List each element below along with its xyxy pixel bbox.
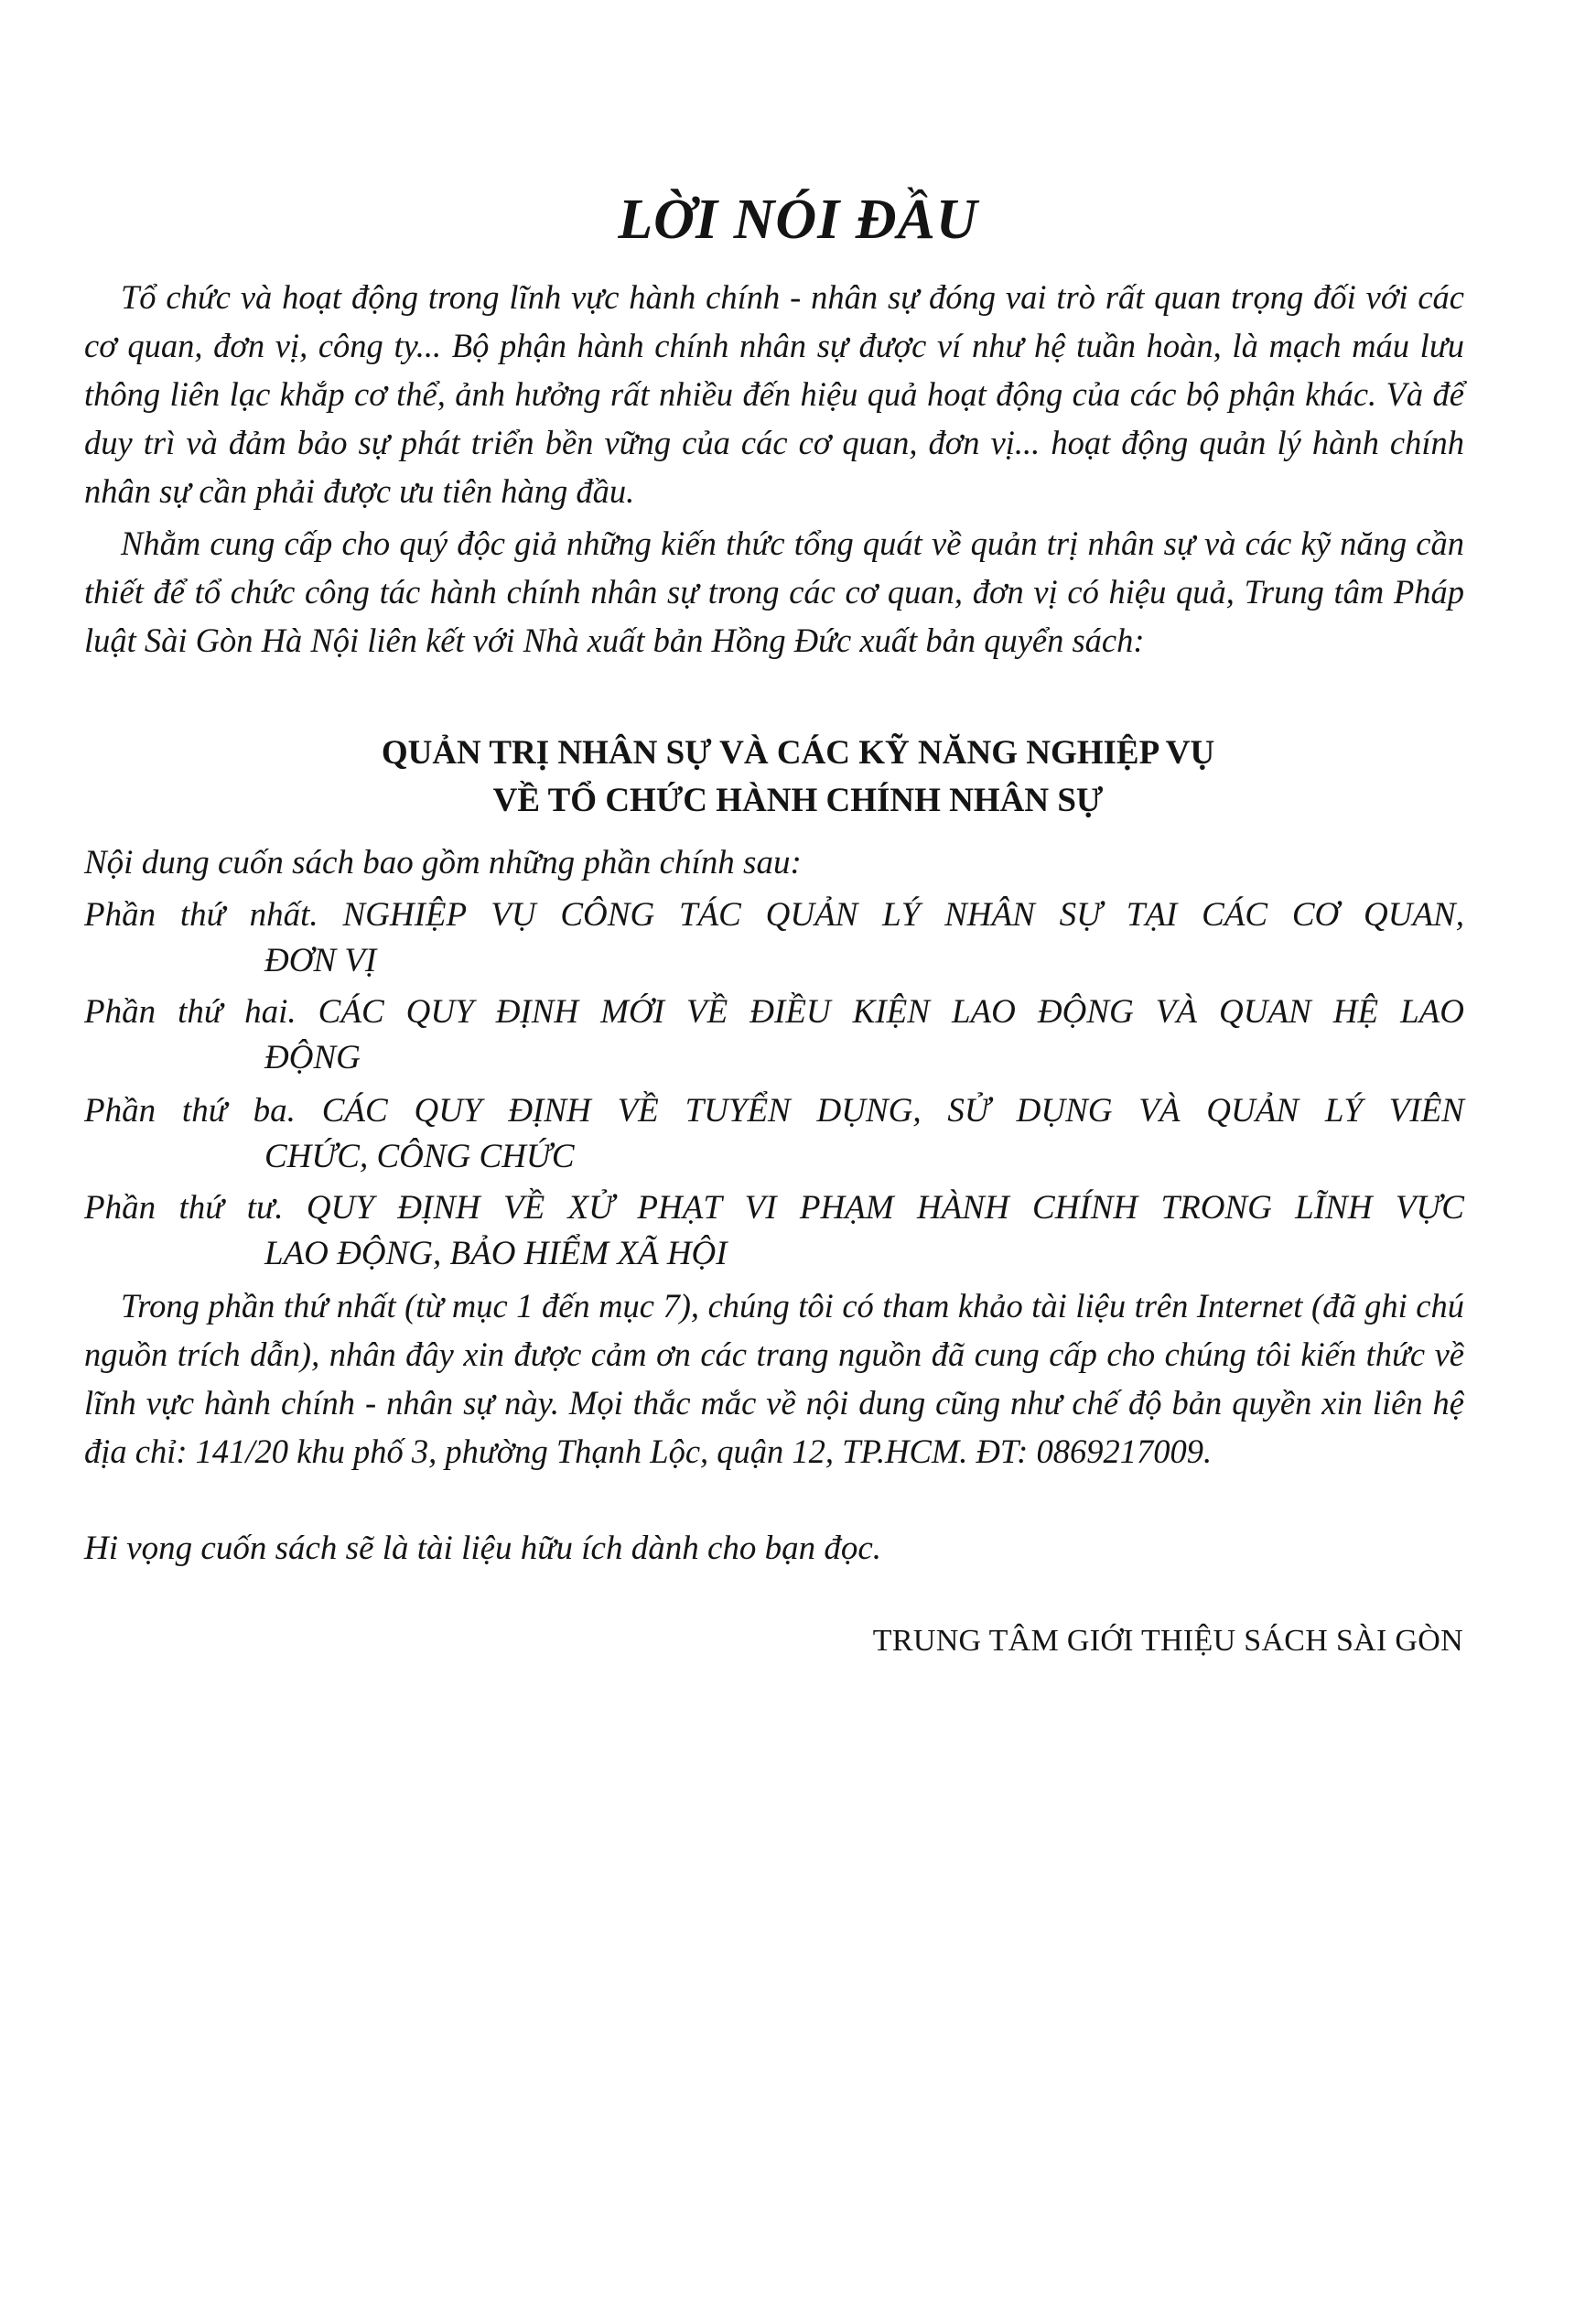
intro-paragraph-1: Tổ chức và hoạt động trong lĩnh vực hành chính - nhân sự đóng vai trò rất quan trọng đối với các cơ quan, đơn vị, công ty... Bộ phận hành chính nhân sự được ví như hệ tuần hoàn, là mạch máu lưu thông liên lạc khắp cơ thể, ảnh hưởng rất nhiều đến hiệu quả hoạt động của các bộ phận khác. Và để duy trì và đảm bảo sự phát triển bền vững của các cơ quan, đơn vị... hoạt động quản lý hành chính nhân sự cần phải được ưu tiên hàng đầu. — [84, 278, 1464, 510]
part-item-1-line-2: ĐƠN VỊ — [264, 942, 377, 979]
page-title: LỜI NÓI ĐẦU — [618, 189, 978, 251]
contents-intro: Nội dung cuốn sách bao gồm những phần chính sau: — [84, 844, 802, 881]
part-item-2-line-1: Phần thứ hai. CÁC QUY ĐỊNH MỚI VỀ ĐIỀU KIỆN LAO ĐỘNG VÀ QUAN HỆ LAO — [84, 993, 1464, 1031]
part-item-3-line-2: CHỨC, CÔNG CHỨC — [264, 1138, 575, 1175]
part-item-2-line-2: ĐỘNG — [264, 1039, 361, 1076]
part-item-1 — [84, 892, 1464, 984]
part-item-4-line-2: LAO ĐỘNG, BẢO HIỂM XÃ HỘI — [264, 1235, 728, 1272]
part-item-3-line-1: Phần thứ ba. CÁC QUY ĐỊNH VỀ TUYỂN DỤNG, SỬ DỤNG VÀ QUẢN LÝ VIÊN — [84, 1092, 1464, 1130]
intro-paragraph-2: Nhằm cung cấp cho quý độc giả những kiến thức tổng quát về quản trị nhân sự và các kỹ năng cần thiết để tổ chức công tác hành chính nhân sự trong các cơ quan, đơn vị có hiệu quả, Trung tâm Pháp luật Sài Gòn Hà Nội liên kết với Nhà xuất bản Hồng Đức xuất bản quyển sách: — [84, 524, 1464, 659]
closing-paragraph-2: Hi vọng cuốn sách sẽ là tài liệu hữu ích dành cho bạn đọc. — [84, 1530, 882, 1567]
part-item-4-line-1: Phần thứ tư. QUY ĐỊNH VỀ XỬ PHẠT VI PHẠM HÀNH CHÍNH TRONG LĨNH VỰC — [84, 1189, 1464, 1227]
book-title-line-1: QUẢN TRỊ NHÂN SỰ VÀ CÁC KỸ NĂNG NGHIỆP VỤ — [381, 734, 1215, 772]
closing-paragraph-1: Trong phần thứ nhất (từ mục 1 đến mục 7), chúng tôi có tham khảo tài liệu trên Internet (đã ghi chú nguồn trích dẫn), nhân đây xin được cảm ơn các trang nguồn đã cung cấp cho chúng tôi kiến thức về lĩnh vực hành chính - nhân sự này. Mọi thắc mắc về nội dung cũng như chế độ bản quyền xin liên hệ địa chỉ: 141/20 khu phố 3, phường Thạnh Lộc, quận 12, TP.HCM. ĐT: 0869217009. — [84, 1287, 1464, 1470]
part-item-1-line-1: Phần thứ nhất. NGHIỆP VỤ CÔNG TÁC QUẢN LÝ NHÂN SỰ TẠI CÁC CƠ QUAN, — [84, 896, 1464, 934]
signature: TRUNG TÂM GIỚI THIỆU SÁCH SÀI GÒN — [872, 1624, 1463, 1658]
book-title-line-2: VỀ TỔ CHỨC HÀNH CHÍNH NHÂN SỰ — [492, 782, 1104, 819]
part-item-2 — [84, 989, 1464, 1081]
part-item-3 — [84, 1088, 1464, 1180]
part-item-4 — [84, 1185, 1464, 1277]
